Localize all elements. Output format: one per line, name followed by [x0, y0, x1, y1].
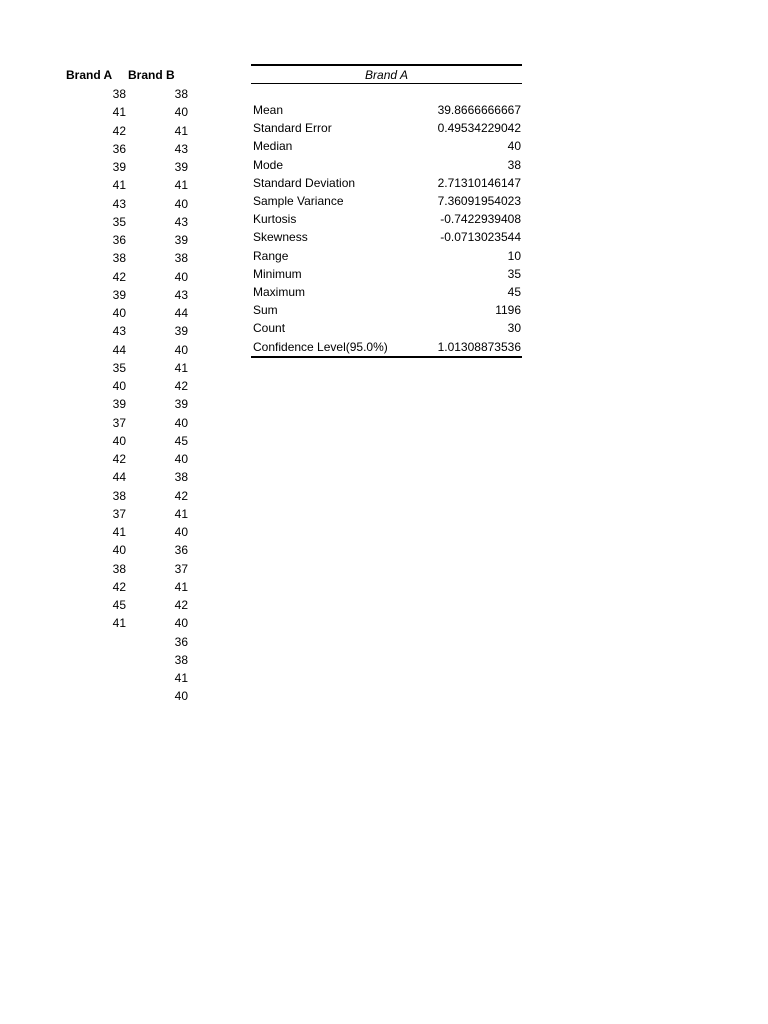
brand-b-cell: 38 [174, 251, 188, 266]
brand-b-cell: 36 [174, 634, 188, 649]
brand-b-cell: 40 [174, 269, 188, 284]
statistic-label: Range [253, 248, 289, 263]
brand-b-cell: 41 [174, 506, 188, 521]
brand-b-cell: 43 [174, 287, 188, 302]
statistic-value: 38 [507, 157, 521, 172]
brand-b-header: Brand B [128, 68, 175, 82]
statistic-row [251, 248, 522, 266]
brand-a-cell: 35 [112, 214, 126, 229]
statistic-value: 10 [507, 248, 521, 263]
brand-a-cell: 40 [112, 306, 126, 320]
brand-b-cell: 38 [174, 652, 188, 667]
brand-b-cell: 41 [174, 671, 188, 685]
brand-a-cell: 35 [112, 360, 126, 375]
statistic-row [251, 120, 522, 138]
statistic-label: Mode [253, 157, 284, 172]
brand-a-cell: 37 [112, 415, 126, 430]
statistic-row [251, 302, 522, 320]
brand-a-cell: 39 [112, 397, 126, 412]
brand-a-cell: 42 [112, 269, 126, 284]
statistic-label: Maximum [253, 285, 306, 299]
brand-a-cell: 43 [112, 196, 126, 211]
statistic-value: 40 [507, 139, 521, 154]
brand-b-cell: 40 [174, 689, 188, 704]
statistic-label: Sum [253, 303, 278, 318]
brand-a-cell: 38 [112, 87, 126, 101]
statistic-row [251, 175, 522, 193]
statistic-label: Sample Variance [253, 194, 344, 208]
statistic-row [251, 339, 522, 357]
statistic-row [251, 157, 522, 175]
statistic-value: 1196 [495, 303, 521, 318]
brand-b-cell: 40 [174, 452, 188, 466]
statistic-label: Median [253, 139, 293, 154]
statistic-row [251, 229, 522, 247]
brand-a-cell: 42 [112, 123, 126, 138]
brand-b-cell: 39 [174, 160, 188, 174]
brand-a-cell: 37 [112, 506, 126, 521]
brand-a-cell: 38 [112, 251, 126, 266]
brand-b-cell: 40 [174, 616, 188, 631]
brand-b-cell: 40 [174, 525, 188, 539]
statistic-label: Confidence Level(95.0%) [253, 339, 388, 354]
brand-b-cell: 38 [174, 470, 188, 485]
brand-a-cell: 45 [112, 598, 126, 612]
brand-a-cell: 38 [112, 488, 126, 503]
brand-b-cell: 37 [174, 561, 188, 576]
brand-b-cell: 39 [174, 324, 188, 339]
brand-b-cell: 40 [174, 342, 188, 357]
brand-a-cell: 39 [112, 287, 126, 302]
brand-a-cell: 44 [112, 342, 126, 357]
statistic-label: Standard Deviation [253, 175, 356, 190]
statistic-row [251, 284, 522, 302]
statistic-value: 39.8666666667 [437, 103, 521, 117]
statistic-value: -0.7422939408 [440, 212, 521, 227]
brand-b-cell: 41 [174, 360, 188, 375]
brand-a-cell: 36 [112, 141, 126, 156]
top-border [251, 64, 522, 66]
statistic-value: 7.36091954023 [437, 194, 521, 208]
brand-b-cell: 40 [174, 196, 188, 211]
brand-b-cell: 42 [174, 488, 188, 503]
brand-b-cell: 36 [174, 543, 188, 558]
brand-a-cell: 38 [112, 561, 126, 576]
statistic-label: Mean [253, 103, 284, 117]
brand-b-cell: 40 [174, 415, 188, 430]
brand-a-cell: 41 [112, 178, 126, 193]
brand-a-cell: 39 [112, 160, 126, 174]
brand-b-cell: 38 [174, 87, 188, 101]
statistic-row [251, 138, 522, 156]
brand-b-cell: 43 [174, 141, 188, 156]
brand-a-cell: 40 [112, 433, 126, 448]
brand-a-cell: 41 [112, 105, 126, 120]
bottom-border [251, 356, 522, 358]
brand-b-cell: 41 [174, 579, 188, 594]
statistic-row [251, 320, 522, 338]
brand-a-cell: 44 [112, 470, 126, 485]
statistic-label: Standard Error [253, 121, 332, 136]
statistics-title: Brand A [365, 68, 408, 82]
statistic-value: 2.71310146147 [437, 175, 521, 190]
statistic-row [251, 102, 522, 120]
brand-b-cell: 40 [174, 105, 188, 120]
brand-b-cell: 41 [174, 178, 188, 193]
statistic-label: Count [253, 321, 286, 336]
brand-a-cell: 41 [112, 525, 126, 539]
statistic-label: Kurtosis [253, 212, 297, 227]
brand-b-cell: 43 [174, 214, 188, 229]
brand-b-cell: 41 [174, 123, 188, 138]
statistic-value: 45 [507, 285, 521, 299]
brand-a-cell: 43 [112, 324, 126, 339]
brand-b-cell: 39 [174, 233, 188, 247]
statistic-value: -0.0713023544 [440, 230, 521, 245]
statistic-label: Minimum [253, 266, 302, 281]
brand-b-cell: 42 [174, 598, 188, 612]
brand-a-cell: 42 [112, 452, 126, 466]
brand-a-header: Brand A [66, 68, 113, 82]
statistic-value: 1.01308873536 [437, 339, 521, 354]
statistic-label: Skewness [253, 230, 308, 245]
statistic-row [251, 193, 522, 211]
statistic-row [251, 266, 522, 284]
brand-b-cell: 44 [174, 306, 188, 320]
statistic-value: 30 [507, 321, 521, 336]
brand-a-cell: 40 [112, 543, 126, 558]
brand-b-cell: 45 [174, 433, 188, 448]
statistic-value: 0.49534229042 [437, 121, 521, 136]
brand-b-cell: 39 [174, 397, 188, 412]
brand-a-cell: 36 [112, 233, 126, 247]
statistic-row [251, 211, 522, 229]
brand-a-cell: 41 [112, 616, 126, 631]
brand-b-cell: 42 [174, 379, 188, 393]
statistic-value: 35 [507, 266, 521, 281]
brand-a-cell: 40 [112, 379, 126, 393]
brand-a-cell: 42 [112, 579, 126, 594]
title-underline [251, 83, 522, 84]
